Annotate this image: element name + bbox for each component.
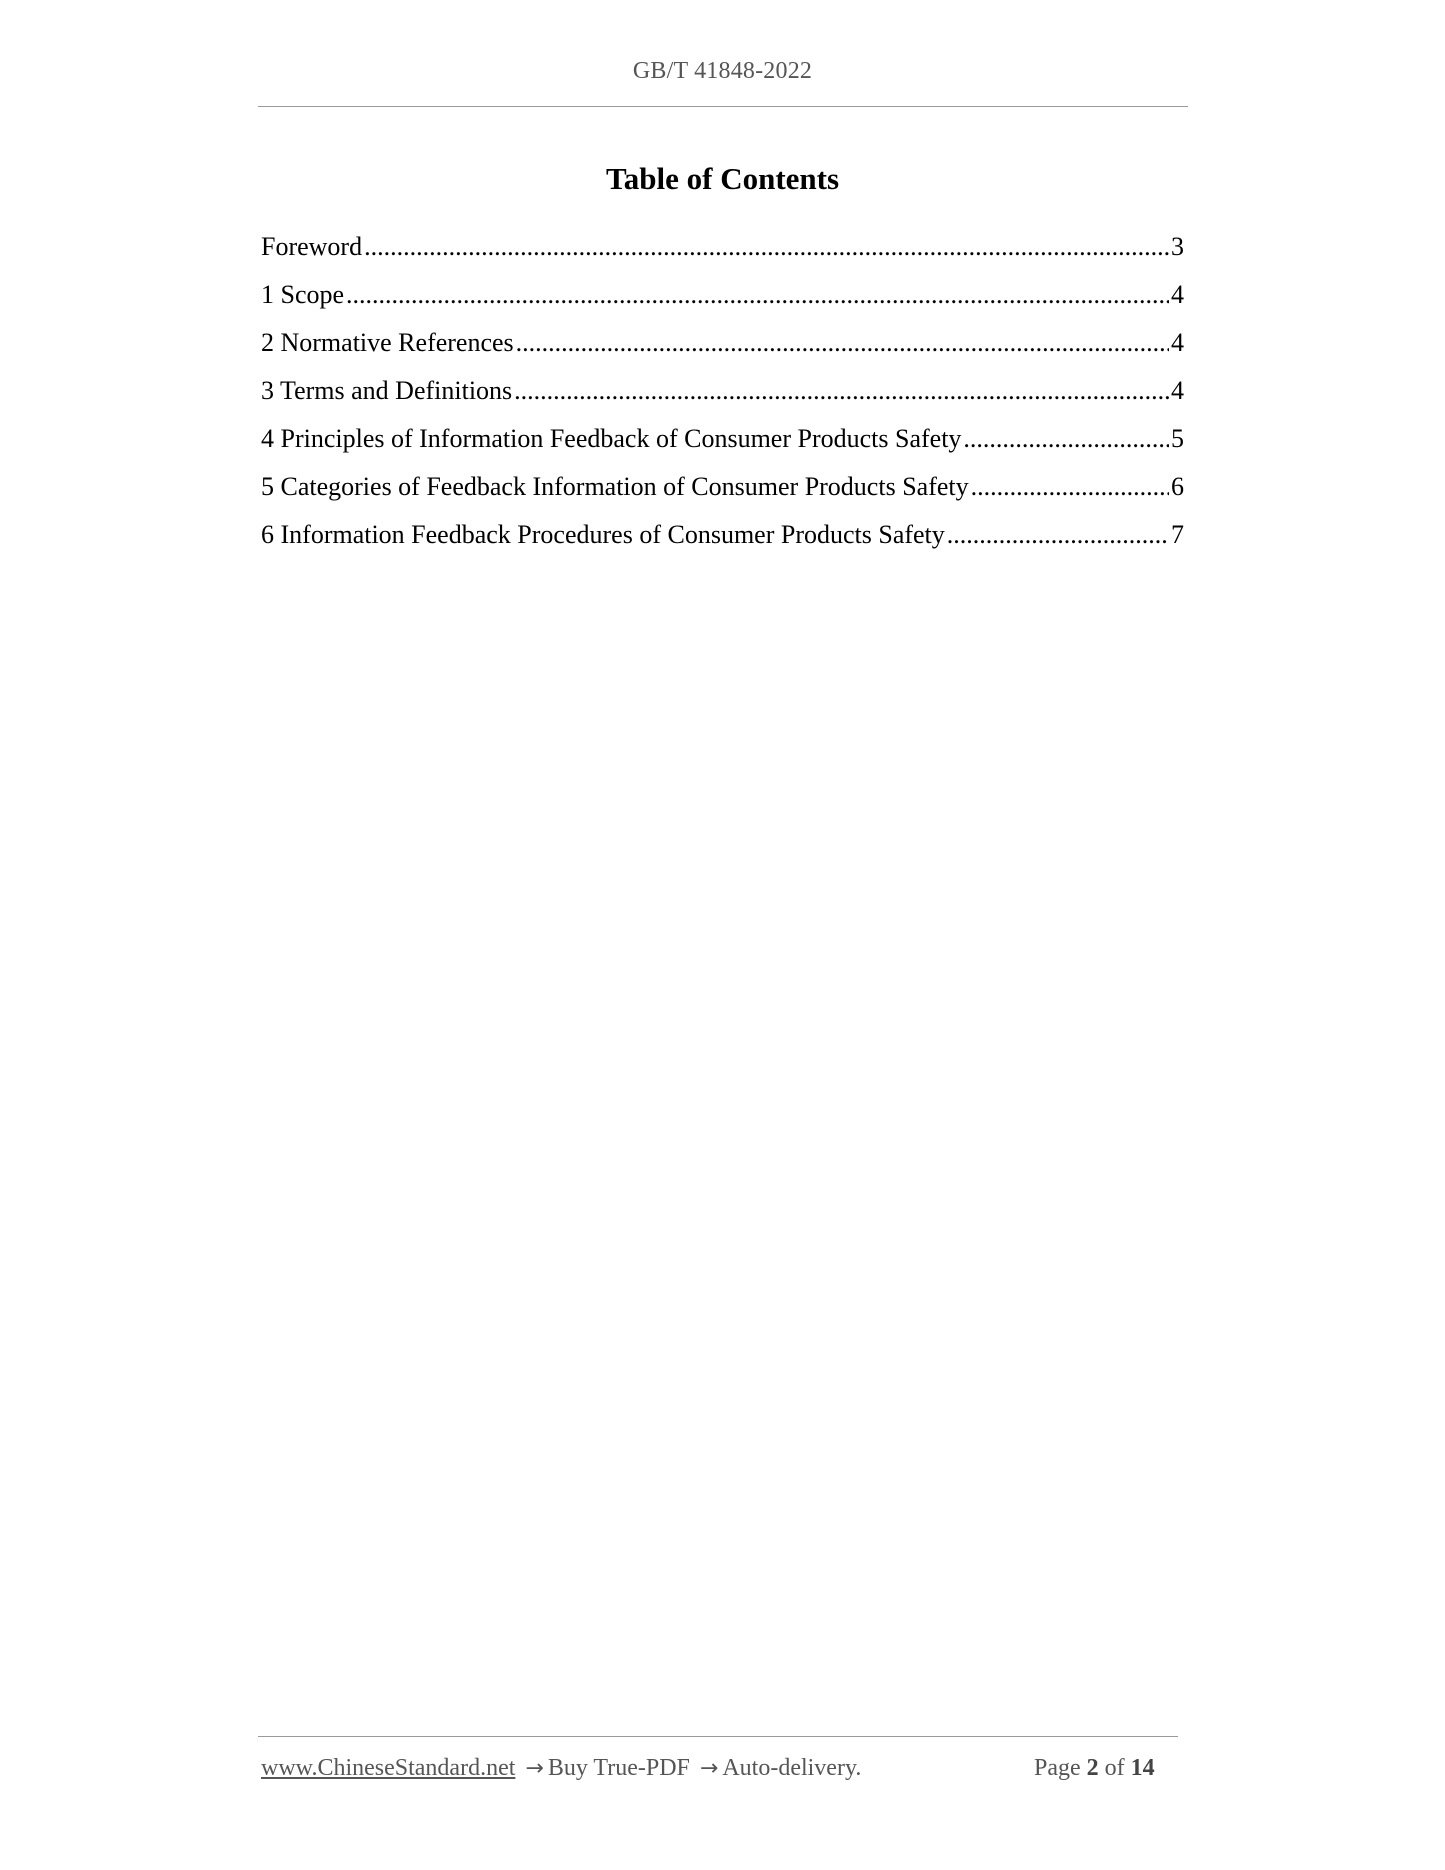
toc-entry-page: 7 [1171, 520, 1184, 549]
page-word: Page [1034, 1755, 1081, 1781]
toc-entry-label: 6 Information Feedback Procedures of Consumer Products Safety [261, 520, 945, 549]
toc-entry-terms-and-definitions[interactable] [261, 371, 1184, 419]
toc-entry-scope[interactable] [261, 275, 1184, 323]
toc-entry-page: 4 [1171, 280, 1184, 309]
current-page-number: 2 [1086, 1755, 1099, 1781]
toc-entry-page: 3 [1171, 232, 1184, 261]
toc-entry-label: Foreword [261, 232, 363, 261]
footer-promo [261, 1755, 861, 1782]
arrow-right-icon: → [525, 1756, 544, 1781]
toc-entry-page: 5 [1171, 424, 1184, 453]
toc-entry-label: 3 Terms and Definitions [261, 376, 513, 405]
toc-entry-page: 6 [1171, 472, 1184, 501]
toc-entry-page: 4 [1171, 376, 1184, 405]
total-pages-number: 14 [1130, 1755, 1155, 1781]
website-link[interactable]: www.ChineseStandard.net [261, 1755, 516, 1781]
footer-step-buy: Buy True-PDF [547, 1755, 690, 1781]
toc-entry-label: 1 Scope [261, 280, 345, 309]
footer-divider [258, 1736, 1178, 1737]
of-word: of [1104, 1755, 1125, 1781]
toc-dot-leader [514, 371, 1169, 411]
document-id-header: GB/T 41848-2022 [632, 58, 813, 84]
toc-dot-leader [346, 275, 1169, 315]
toc-dot-leader [963, 419, 1169, 459]
toc-entry-label: 2 Normative References [261, 328, 514, 357]
arrow-right-icon: → [699, 1756, 719, 1781]
toc-entry-normative-references[interactable] [261, 323, 1184, 371]
toc-heading: Table of Contents [605, 161, 840, 196]
footer-step-delivery: Auto-delivery. [722, 1755, 862, 1781]
toc-dot-leader [947, 515, 1169, 555]
toc-entry-label: 4 Principles of Information Feedback of Consumer Products Safety [261, 424, 962, 453]
toc-list [261, 227, 1184, 563]
toc-entry-label: 5 Categories of Feedback Information of Consumer Products Safety [261, 472, 969, 501]
header-divider [258, 106, 1188, 107]
toc-entry-principles[interactable] [261, 419, 1184, 467]
toc-dot-leader [364, 227, 1169, 267]
page-number [1034, 1755, 1155, 1782]
toc-entry-categories[interactable] [261, 467, 1184, 515]
toc-dot-leader [971, 467, 1169, 507]
toc-dot-leader [516, 323, 1169, 363]
toc-entry-page: 4 [1171, 328, 1184, 357]
toc-entry-procedures[interactable] [261, 515, 1184, 563]
toc-entry-foreword[interactable] [261, 227, 1184, 275]
